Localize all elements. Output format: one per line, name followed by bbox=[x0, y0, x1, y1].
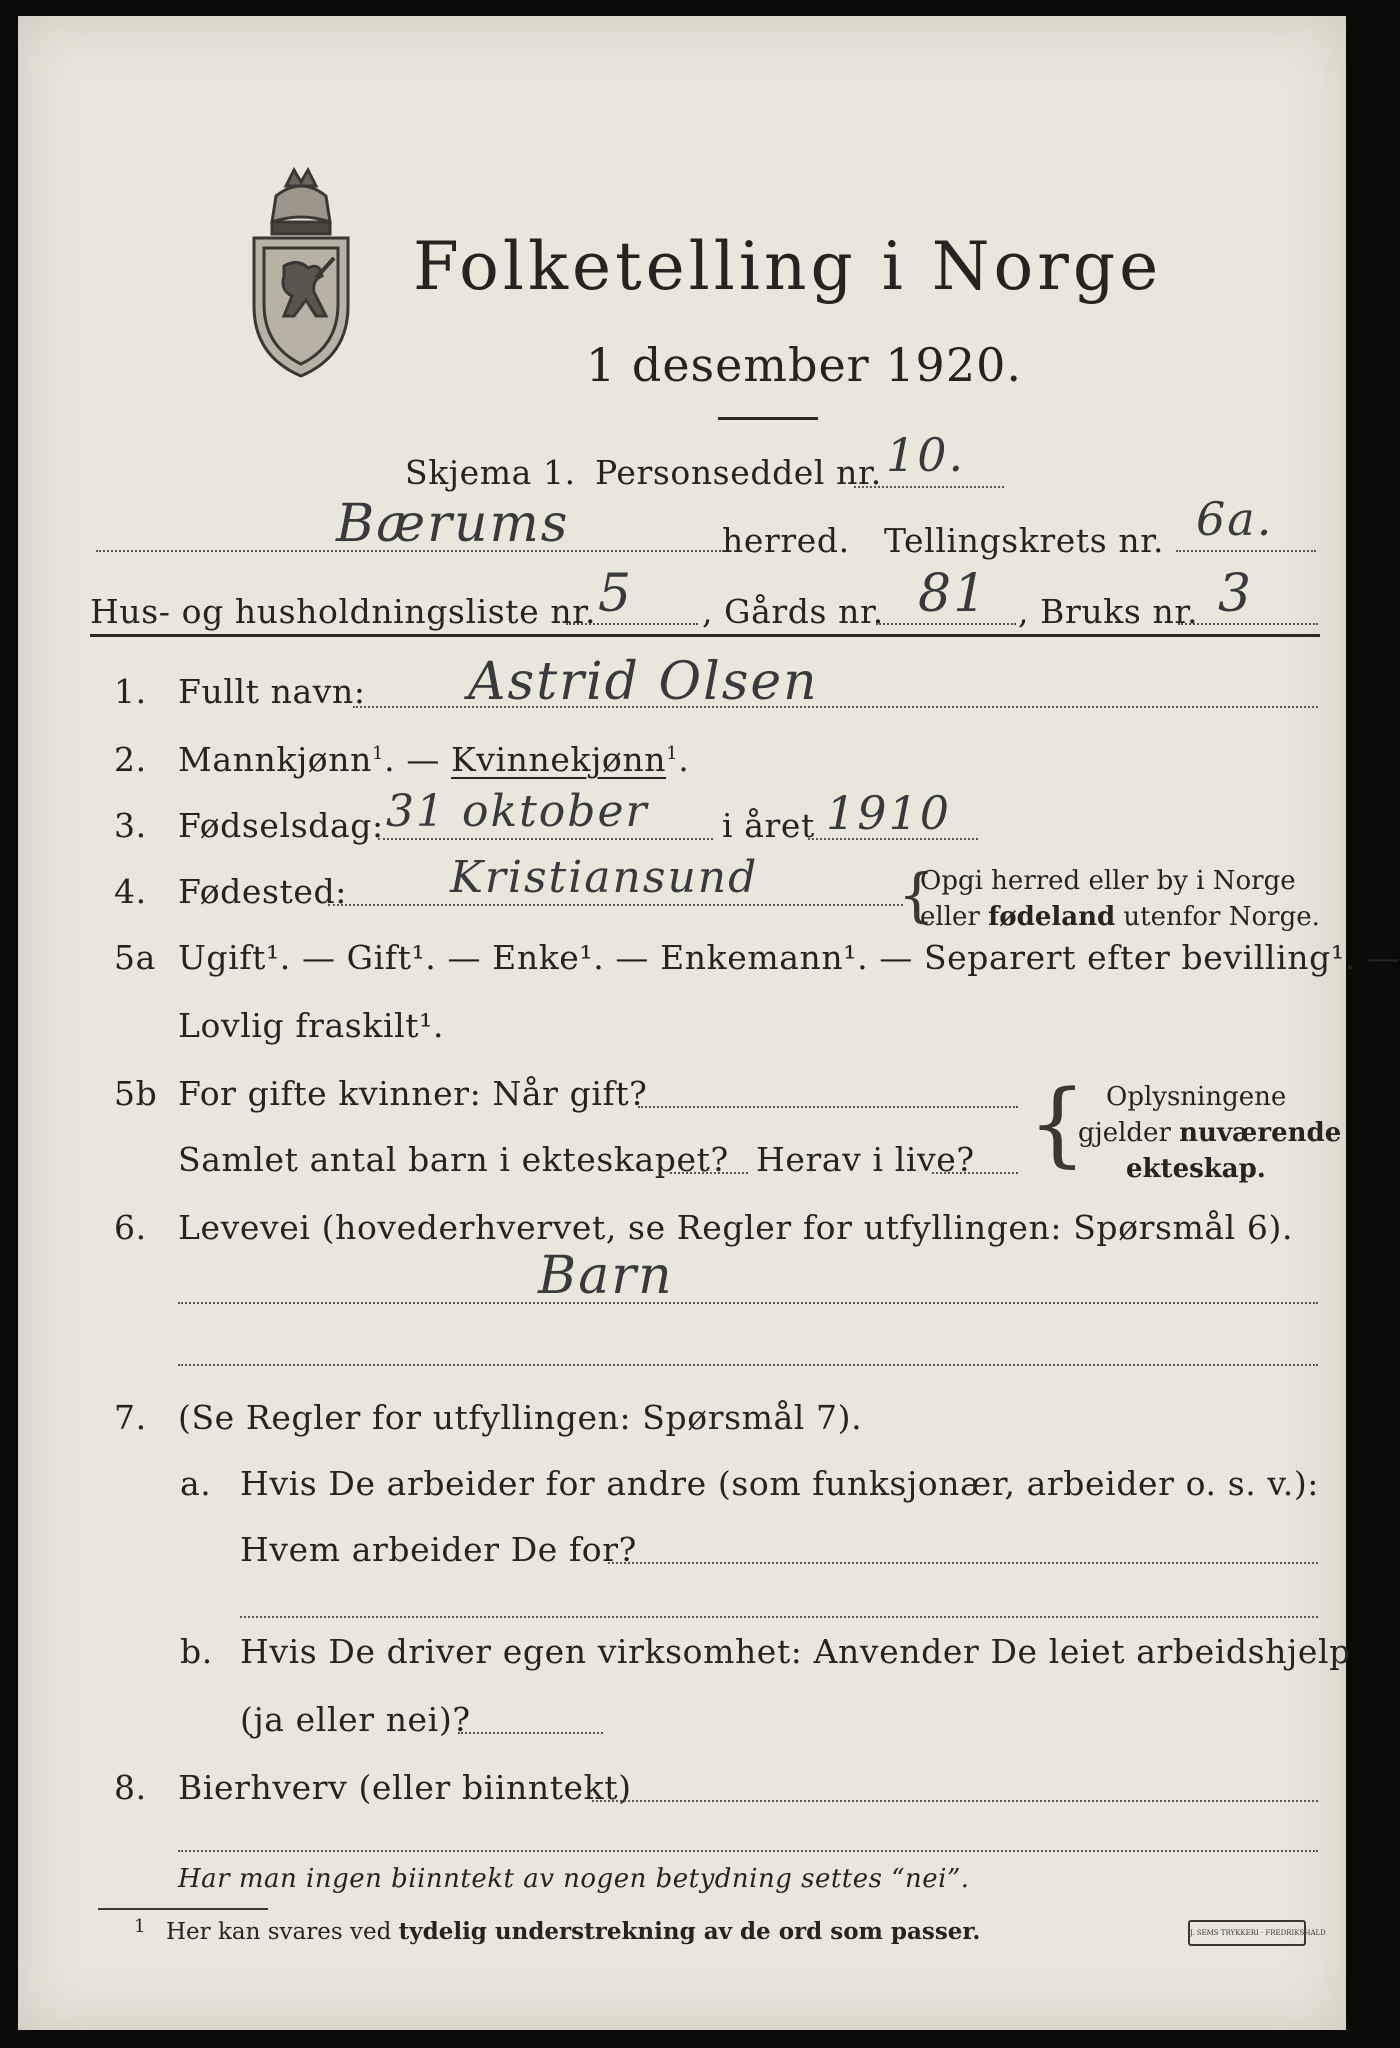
person-number-label: Personseddel nr. bbox=[595, 453, 882, 492]
q5b-line1: For gifte kvinner: Når gift? bbox=[178, 1074, 648, 1113]
q4-line bbox=[328, 904, 903, 906]
q8-label: Bierhverv (eller biinntekt) bbox=[178, 1768, 632, 1807]
q1-label: Fullt navn: bbox=[178, 672, 366, 711]
q5b-note-line1: Oplysningene bbox=[1106, 1082, 1287, 1112]
q2-option-female-selected: Kvinnekjønn bbox=[451, 740, 667, 779]
title-divider bbox=[718, 417, 818, 420]
q7-number: 7. bbox=[114, 1398, 147, 1437]
q2-number: 2. bbox=[114, 740, 147, 779]
q5b-married-line bbox=[638, 1106, 1018, 1108]
printer-stamp: J. SEMS TRYKKERI · FREDRIKSHALD bbox=[1188, 1920, 1306, 1946]
q5a-line1: Ugift¹. — Gift¹. — Enke¹. — Enkemann¹. — Separert efter bevilling¹. — bbox=[178, 938, 1400, 977]
q4-note-line2: eller fødeland utenfor Norge. bbox=[920, 902, 1320, 932]
krets-label: Tellingskrets nr. bbox=[884, 521, 1165, 560]
household-list-label: Hus- og husholdningsliste nr. bbox=[90, 592, 597, 631]
q8-line bbox=[592, 1800, 1318, 1802]
q7a-line2: Hvem arbeider De for? bbox=[240, 1530, 637, 1569]
q8-number: 8. bbox=[114, 1768, 147, 1807]
bruks-label: , Bruks nr. bbox=[1018, 592, 1199, 631]
q5b-children-label: Samlet antal barn i ekteskapet? bbox=[178, 1140, 729, 1179]
q6-line1 bbox=[178, 1302, 1318, 1304]
q7a-line1: Hvis De arbeider for andre (som funksjonær, arbeider o. s. v.): bbox=[240, 1464, 1320, 1503]
q4-brace: { bbox=[898, 861, 935, 929]
gards-value: 81 bbox=[918, 564, 989, 624]
footnote-text: Her kan svares ved tydelig understrekning av de ord som passer. bbox=[166, 1918, 981, 1945]
bruks-value: 3 bbox=[1218, 564, 1254, 624]
header-rule bbox=[90, 634, 1320, 637]
krets-value: 6a. bbox=[1196, 492, 1274, 546]
form-title: Folketelling i Norge bbox=[413, 228, 1163, 305]
household-value: 5 bbox=[598, 564, 634, 624]
q5b-number: 5b bbox=[114, 1074, 158, 1113]
q6-label: Levevei (hovederhvervet, se Regler for utfyllingen: Spørsmål 6). bbox=[178, 1208, 1294, 1247]
q5a-number: 5a bbox=[114, 938, 156, 977]
q7b-line1: Hvis De driver egen virksomhet: Anvender De leiet arbeidshjelp bbox=[240, 1632, 1351, 1671]
q4-value: Kristiansund bbox=[450, 852, 759, 903]
q3-year-value: 1910 bbox=[826, 786, 952, 840]
q4-number: 4. bbox=[114, 872, 147, 911]
q5b-brace: { bbox=[1028, 1070, 1087, 1177]
q7b-letter: b. bbox=[180, 1632, 213, 1671]
q7a-extra-line bbox=[240, 1616, 1318, 1618]
q4-note-line1: Opgi herred eller by i Norge bbox=[920, 866, 1296, 896]
q5a-line2: Lovlig fraskilt¹. bbox=[178, 1006, 445, 1045]
q8-extra-line bbox=[178, 1850, 1318, 1852]
footnote-mark: 1 bbox=[134, 1916, 146, 1937]
q3-year-label: i året bbox=[722, 806, 815, 845]
herred-label: herred. bbox=[722, 521, 850, 560]
q7-label: (Se Regler for utfyllingen: Spørsmål 7). bbox=[178, 1398, 863, 1437]
krets-line bbox=[1176, 550, 1316, 552]
q2-option-male: Mannkjønn bbox=[178, 740, 372, 779]
census-date: 1 desember 1920. bbox=[586, 338, 1022, 392]
q4-label: Fødested: bbox=[178, 872, 347, 911]
q7a-employer-line bbox=[608, 1562, 1318, 1564]
gards-label: , Gårds nr. bbox=[702, 592, 884, 631]
q5b-note-line2: gjelder nuværende bbox=[1078, 1118, 1342, 1148]
footnote-rule bbox=[98, 1908, 268, 1910]
q5b-alive-line bbox=[932, 1172, 1018, 1174]
q1-value: Astrid Olsen bbox=[468, 652, 819, 712]
herred-value: Bærums bbox=[336, 494, 570, 554]
q7a-letter: a. bbox=[180, 1464, 212, 1503]
q6-number: 6. bbox=[114, 1208, 147, 1247]
person-number-value: 10. bbox=[886, 428, 966, 482]
census-form-sheet bbox=[18, 16, 1400, 2030]
q1-number: 1. bbox=[114, 672, 147, 711]
q7b-line2: (ja eller nei)? bbox=[240, 1700, 471, 1739]
q7b-answer-line bbox=[458, 1732, 603, 1734]
person-number-line bbox=[854, 486, 1004, 488]
q5b-note-line3: ekteskap. bbox=[1126, 1154, 1266, 1184]
q2-options: Mannkjønn$^1$. — Kvinnekjønn$^1$. bbox=[178, 740, 690, 779]
q5b-children-line bbox=[670, 1172, 748, 1174]
q3-label: Fødselsdag: bbox=[178, 806, 384, 845]
q3-value: 31 oktober bbox=[386, 786, 649, 837]
norway-coat-of-arms-icon bbox=[246, 166, 356, 381]
schema-label: Skjema 1. bbox=[405, 453, 576, 492]
q5b-alive-label: Herav i live? bbox=[756, 1140, 975, 1179]
note-nei: Har man ingen biinntekt av nogen betydning settes “nei”. bbox=[178, 1864, 970, 1894]
q6-line2 bbox=[178, 1364, 1318, 1366]
q6-value: Barn bbox=[538, 1246, 674, 1306]
q3-line bbox=[378, 838, 713, 840]
q3-number: 3. bbox=[114, 806, 147, 845]
